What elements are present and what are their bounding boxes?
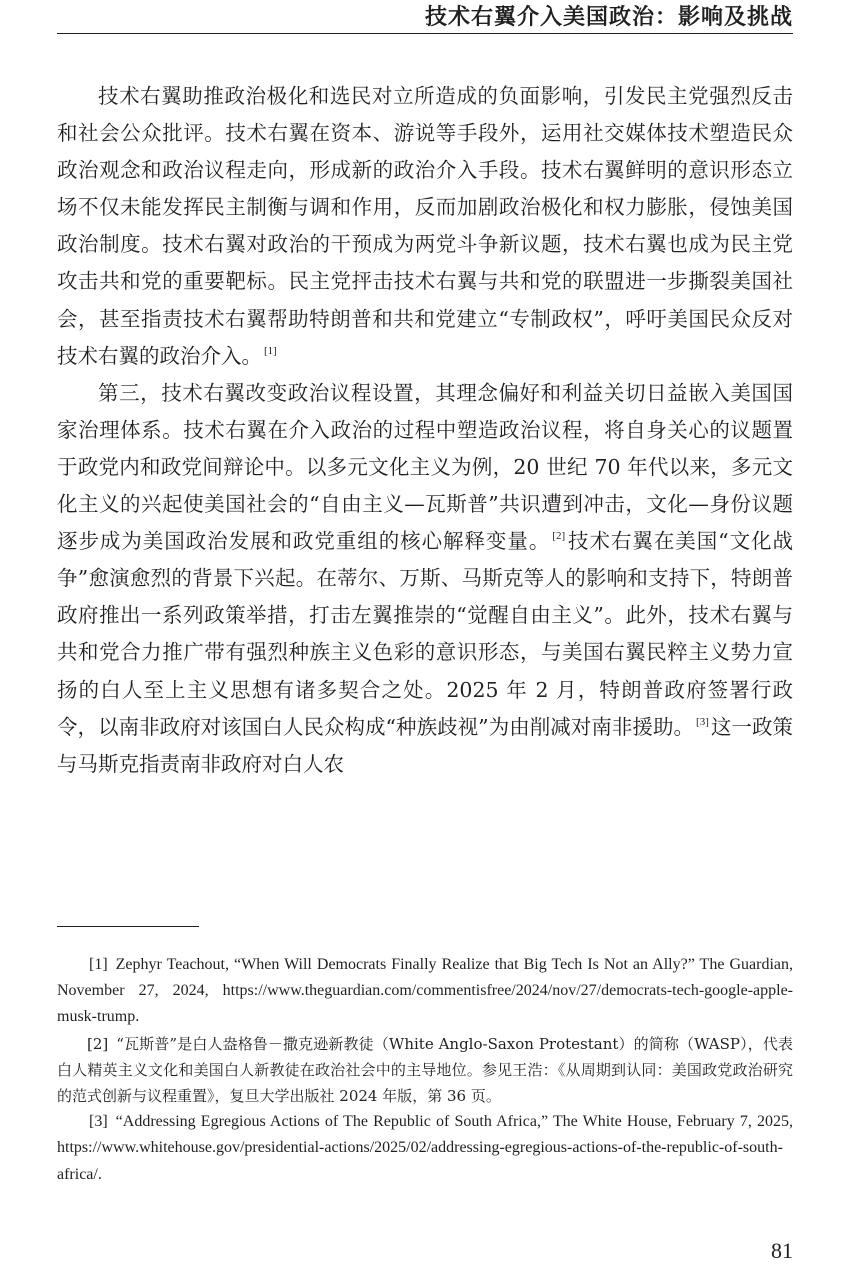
header-rule <box>57 33 793 34</box>
footnote-1 <box>57 952 793 1031</box>
page-number: 81 <box>771 1238 793 1263</box>
body-text <box>57 78 793 783</box>
paragraph-2-text-b: 技术右翼在美国“文化战争”愈演愈烈的背景下兴起。在蒂尔、万斯、马斯克等人的影响和支持下，特朗普政府推出一系列政策举措，打击左翼推崇的“觉醒自由主义”。此外，技术右翼与共和党合力推广带有强烈种族主义色彩的意识形态，与美国右翼民粹主义势力宣扬的白人至上主义思想有诸多契合之处。2025 年 2 月，特朗普政府签署行政令，以南非政府对该国白人民众构成“种族歧视”为由削减对南非援助。 <box>57 529 794 739</box>
footnote-ref-1[interactable]: [1] <box>264 344 277 357</box>
paragraph-2-text-a: 第三，技术右翼改变政治议程设置，其理念偏好和利益关切日益嵌入美国国家治理体系。技术右翼在介入政治的过程中塑造政治议程，将自身关心的议题置于政党内和政党间辩论中。以多元文化主义为例，20 世纪 70 年代以来，多元文化主义的兴起使美国社会的“自由主义—瓦斯普”共识遭到冲击，文化—身份议题逐步成为美国政治发展和政党重组的核心解释变量。 <box>57 380 793 554</box>
footnote-text: “Addressing Egregious Actions of The Republic of South Africa,” The White House, February 7, 2025, https://www.whitehouse.gov/presidential-actions/2025/02/addressing-egregious-actions-of-the-republic-of-south-africa/. <box>57 1113 793 1183</box>
paragraph-1 <box>57 78 793 375</box>
paragraph-2-text-c: 这一政策与马斯克指责南非政府对白人农 <box>57 714 793 776</box>
footnote-3 <box>57 1109 793 1188</box>
footnote-number: [2] <box>87 1034 109 1053</box>
footnote-text: Zephyr Teachout, “When Will Democrats Finally Realize that Big Tech Is Not an Ally?” The Guardian, November 27, 2024, https://www.theguardian.com/commentisfree/2024/nov/27/democrats-tech-google-apple-musk-trump. <box>57 956 793 1026</box>
footnote-ref-2[interactable]: [2] <box>552 530 566 543</box>
footnote-text: “瓦斯普”是白人盎格鲁－撒克逊新教徒（White Anglo-Saxon Protestant）的简称（WASP），代表白人精英主义文化和美国白人新教徒在政治社会中的主导地位。参见王浩：《从周期到认同：美国政党政治研究的范式创新与议程重置》，复旦大学出版社 2024 年版，第 36 页。 <box>57 1034 793 1106</box>
paragraph-1-text: 技术右翼助推政治极化和选民对立所造成的负面影响，引发民主党强烈反击和社会公众批评。技术右翼在资本、游说等手段外，运用社交媒体技术塑造民众政治观念和政治议程走向，形成新的政治介入手段。技术右翼鲜明的意识形态立场不仅未能发挥民主制衡与调和作用，反而加剧政治极化和权力膨胀，侵蚀美国政治制度。技术右翼对政治的干预成为两党斗争新议题，技术右翼也成为民主党攻击共和党的重要靶标。民主党抨击技术右翼与共和党的联盟进一步撕裂美国社会，甚至指责技术右翼帮助特朗普和共和党建立“专制政权”，呼吁美国民众反对技术右翼的政治介入。 <box>57 84 793 368</box>
footnote-separator <box>57 926 199 927</box>
footnotes <box>57 952 793 1188</box>
footnote-ref-3[interactable]: [3] <box>696 715 709 728</box>
footnote-2 <box>57 1031 793 1110</box>
footnote-number: [3] <box>89 1113 108 1131</box>
paragraph-2 <box>57 375 793 783</box>
footnote-number: [1] <box>89 956 108 973</box>
running-title: 技术右翼介入美国政治：影响及挑战 <box>424 5 793 30</box>
